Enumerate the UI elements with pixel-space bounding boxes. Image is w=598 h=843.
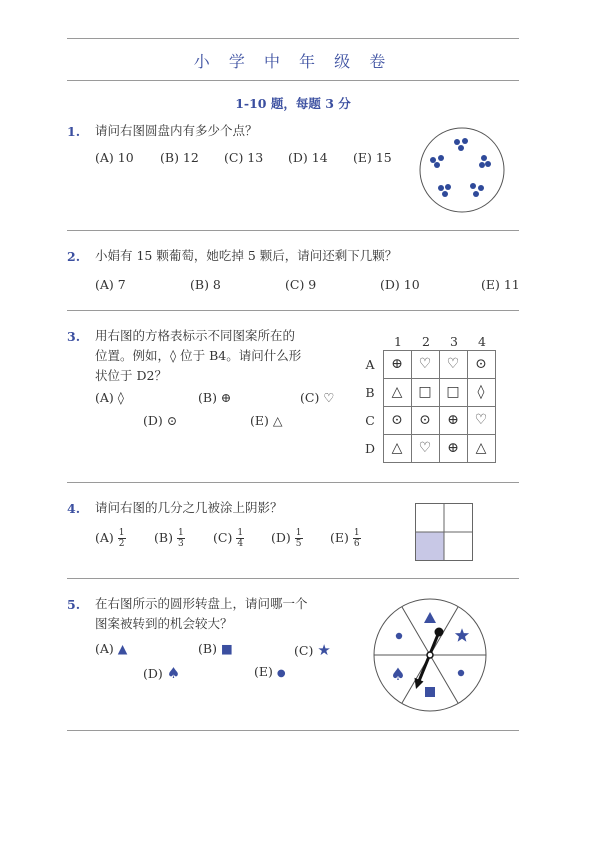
question-3-text-line-2: 位置。例如，◊ 位于 B4。请问什么形 (95, 348, 302, 363)
section-subtitle: 1-10 题，每题 3 分 (235, 96, 351, 111)
q5-option-c[interactable] (294, 641, 331, 659)
q5-option-d[interactable] (143, 664, 180, 682)
question-2-number: 2. (67, 249, 81, 264)
circle-icon (458, 670, 464, 676)
grid-cell-b2: □ (418, 384, 432, 400)
grid-cell-d2: ♡ (418, 440, 432, 456)
q4-option-e-label: (E) (330, 530, 349, 545)
title-rule (67, 80, 519, 81)
fraction: $\frac{1}{3}$ (177, 528, 184, 549)
grid-cell-d3: ⊕ (447, 440, 459, 456)
q3-option-e[interactable]: (E) △ (250, 413, 283, 428)
circle-icon (396, 633, 402, 639)
grid-cell-c3: ⊕ (447, 412, 459, 428)
fraction: $\frac{1}{2}$ (118, 528, 125, 549)
q2-option-d[interactable]: (D) 10 (380, 277, 420, 292)
fraction: $\frac{1}{6}$ (353, 528, 360, 549)
q1-option-b[interactable]: (B) 12 (160, 150, 199, 165)
fraction: $\frac{1}{5}$ (295, 528, 302, 549)
q3-option-b[interactable]: (B) ⊕ (198, 390, 232, 405)
top-rule (67, 38, 519, 39)
q2-option-c[interactable]: (C) 9 (285, 277, 317, 292)
divider-3 (67, 482, 519, 483)
grid-row-header: C (365, 413, 375, 428)
question-4-text: 请问右图的几分之几被涂上阴影？ (95, 500, 283, 515)
q3-option-c[interactable]: (C) ♡ (300, 390, 335, 405)
grid-cell-c2: ⊙ (419, 412, 431, 428)
q5-option-c-label: (C) (294, 643, 314, 658)
question-4-number: 4. (67, 501, 81, 516)
grid-cell-a3: ♡ (446, 356, 460, 372)
q5-option-b[interactable] (198, 641, 233, 656)
grid-cell-b1: △ (391, 384, 403, 400)
q1-option-c[interactable]: (C) 13 (224, 150, 264, 165)
grid-row-header: D (364, 441, 376, 456)
question-2-text: 小娟有 15 颗葡萄，她吃掉 5 颗后，请问还剩下几颗？ (95, 248, 398, 263)
grid-row-header: B (365, 385, 375, 400)
q1-option-e[interactable]: (E) 15 (353, 150, 392, 165)
shaded-square-figure (415, 503, 473, 561)
q5-option-a[interactable] (95, 641, 127, 656)
q4-option-d[interactable] (271, 528, 303, 549)
square-icon (425, 687, 435, 697)
divider-4 (67, 578, 519, 579)
q1-option-a[interactable]: (A) 10 (95, 150, 134, 165)
page-title: 小 学 中 年 级 卷 (193, 52, 393, 71)
grid-cell-c1: ⊙ (391, 412, 403, 428)
fraction: $\frac{1}{4}$ (237, 528, 244, 549)
question-5-text-line-2: 图案被转到的机会较大？ (95, 616, 233, 631)
question-3-text-line-3: 状位于 D2？ (95, 368, 167, 383)
spade-icon: ♠ (390, 665, 406, 685)
star-icon: ★ (317, 641, 331, 659)
grid-col-header: 3 (450, 334, 458, 349)
dot-disc-figure (417, 126, 507, 216)
q4-option-c-label: (C) (213, 530, 233, 545)
q5-option-b-label: (B) (198, 641, 217, 656)
grid-cell-a2: ♡ (418, 356, 432, 372)
spinner-figure (372, 598, 488, 714)
grid-cell-b3: □ (446, 384, 460, 400)
q4-option-e[interactable] (330, 528, 361, 549)
q4-option-d-label: (D) (271, 530, 291, 545)
grid-col-header: 2 (422, 334, 430, 349)
q4-option-b[interactable] (154, 528, 185, 549)
grid-cell-b4: ◊ (477, 384, 485, 400)
grid-cell-a1: ⊕ (391, 356, 403, 372)
divider-2 (67, 310, 519, 311)
question-5-text-line-1: 在右图所示的圆形转盘上，请问哪一个 (95, 596, 308, 611)
grid-cell-d1: △ (391, 440, 403, 456)
q5-option-e-label: (E) (254, 664, 273, 679)
q3-option-a[interactable]: (A) ◊ (95, 390, 124, 405)
question-3-text-line-1: 用右图的方格表标示不同图案所在的 (95, 328, 296, 343)
q1-option-d[interactable]: (D) 14 (288, 150, 328, 165)
spade-icon: ♠ (166, 664, 181, 682)
grid-row-header: A (365, 357, 375, 372)
q4-option-a-label: (A) (95, 530, 114, 545)
q4-option-c[interactable] (213, 528, 244, 549)
grid-col-header: 4 (478, 334, 486, 349)
divider-1 (67, 230, 519, 231)
triangle-icon: ▲ (117, 641, 128, 656)
circle-icon: ● (276, 668, 286, 679)
bottom-rule (67, 730, 519, 731)
q2-option-b[interactable]: (B) 8 (190, 277, 221, 292)
question-1-number: 1. (67, 124, 81, 139)
q2-option-a[interactable]: (A) 7 (95, 277, 126, 292)
question-3-number: 3. (67, 329, 81, 344)
q2-option-e[interactable]: (E) 11 (481, 277, 520, 292)
grid-cell-c4: ♡ (474, 412, 488, 428)
q4-option-b-label: (B) (154, 530, 173, 545)
q5-option-a-label: (A) (95, 641, 114, 656)
q5-option-d-label: (D) (143, 666, 163, 681)
q3-option-d[interactable]: (D) ⊙ (143, 413, 178, 428)
grid-cell-d4: △ (475, 440, 487, 456)
q4-option-a[interactable] (95, 528, 126, 549)
grid-cell-a4: ⊙ (475, 356, 487, 372)
square-icon: ■ (220, 641, 233, 656)
q5-option-e[interactable] (254, 664, 286, 679)
question-5-number: 5. (67, 597, 81, 612)
grid-col-header: 1 (394, 334, 402, 349)
question-1-text: 请问右图圆盘内有多少个点？ (95, 123, 258, 138)
